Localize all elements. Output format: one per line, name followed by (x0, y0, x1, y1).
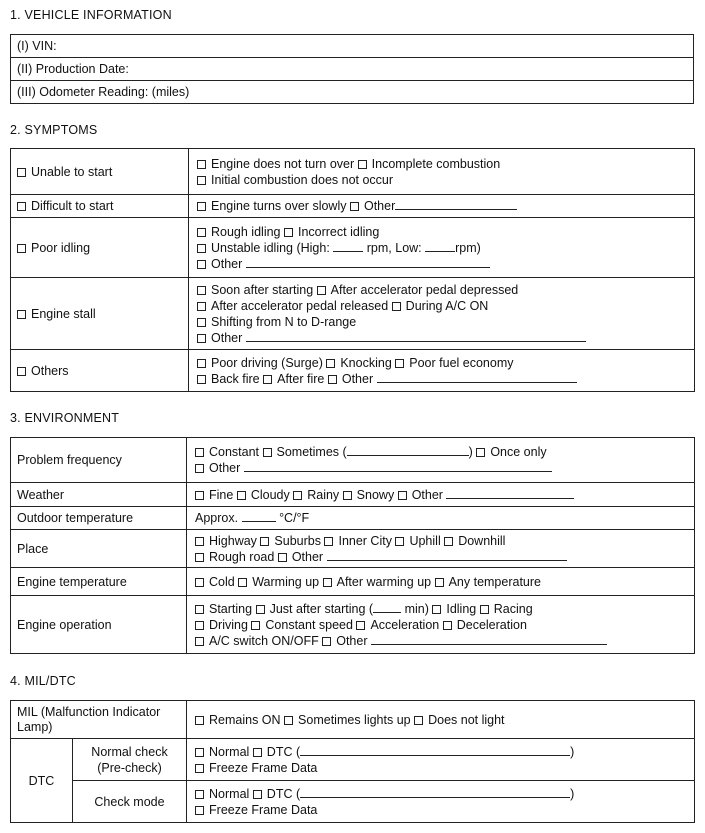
checkbox[interactable] (414, 716, 423, 725)
checkbox[interactable] (197, 375, 206, 384)
place-label: Place (11, 530, 187, 568)
checkbox[interactable] (195, 790, 204, 799)
checkbox[interactable] (237, 491, 246, 500)
checkbox[interactable] (356, 621, 365, 630)
checkbox[interactable] (17, 244, 26, 253)
symptom-unable-to-start[interactable]: Unable to start (11, 149, 189, 195)
engine-temperature-label: Engine temperature (11, 568, 187, 596)
other-blank[interactable] (371, 634, 607, 645)
checkbox[interactable] (358, 160, 367, 169)
checkbox[interactable] (195, 605, 204, 614)
checkbox[interactable] (444, 537, 453, 546)
other-blank[interactable] (246, 257, 490, 268)
checkbox[interactable] (398, 491, 407, 500)
checkbox[interactable] (17, 202, 26, 211)
checkbox[interactable] (284, 716, 293, 725)
checkbox[interactable] (195, 448, 204, 457)
symptom-difficult-to-start[interactable]: Difficult to start (11, 195, 189, 218)
checkbox[interactable] (195, 637, 204, 646)
checkbox[interactable] (195, 764, 204, 773)
checkbox[interactable] (197, 244, 206, 253)
checkbox[interactable] (326, 359, 335, 368)
section-environment-heading: 3. ENVIRONMENT (10, 411, 120, 425)
checkbox[interactable] (197, 286, 206, 295)
mil-label: MIL (Malfunction Indicator Lamp) (11, 701, 187, 739)
section-vehicle-heading: 1. VEHICLE INFORMATION (10, 8, 172, 22)
section-symptoms-heading: 2. SYMPTOMS (10, 123, 98, 137)
checkbox[interactable] (432, 605, 441, 614)
environment-table: Problem frequency Constant Sometimes ( ) Once only Other Weather Fine Cloudy Rainy Snowy Other Outdoor temperature Approx. °C/°F Place Highway Suburbs Inner City Uphill Downhill Rough road Other Engine temperature Cold Warming up After warming up Any temperature Engine operation Starting Just after starting ( min) Idling Racing Driving Constant speed Acceleration Deceleration A/C switch ON/OFF Other (10, 437, 695, 654)
checkbox[interactable] (343, 491, 352, 500)
checkbox[interactable] (195, 716, 204, 725)
checkbox[interactable] (197, 228, 206, 237)
checkbox[interactable] (317, 286, 326, 295)
checkbox[interactable] (256, 605, 265, 614)
section-mil-heading: 4. MIL/DTC (10, 674, 76, 688)
checkbox[interactable] (197, 176, 206, 185)
check-mode-label: Check mode (73, 781, 187, 823)
checkbox[interactable] (251, 621, 260, 630)
normal-check-label: Normal check (Pre-check) (73, 739, 187, 781)
other-blank[interactable] (244, 461, 552, 472)
symptom-engine-stall[interactable]: Engine stall (11, 278, 189, 350)
other-blank[interactable] (246, 331, 586, 342)
checkbox[interactable] (17, 168, 26, 177)
temperature-blank[interactable] (242, 511, 276, 522)
checkbox[interactable] (284, 228, 293, 237)
problem-frequency-label: Problem frequency (11, 438, 187, 483)
checkbox[interactable] (324, 537, 333, 546)
checkbox[interactable] (195, 537, 204, 546)
checkbox[interactable] (238, 578, 247, 587)
checkbox[interactable] (195, 491, 204, 500)
weather-label: Weather (11, 483, 187, 507)
other-blank[interactable] (446, 488, 574, 499)
checkbox[interactable] (197, 202, 206, 211)
checkbox[interactable] (195, 464, 204, 473)
dtc-blank[interactable] (300, 745, 570, 756)
checkbox[interactable] (197, 260, 206, 269)
checkbox[interactable] (293, 491, 302, 500)
checkbox[interactable] (197, 160, 206, 169)
checkbox[interactable] (395, 359, 404, 368)
checkbox[interactable] (350, 202, 359, 211)
checkbox[interactable] (195, 748, 204, 757)
other-blank[interactable] (377, 372, 577, 383)
checkbox[interactable] (263, 375, 272, 384)
symptom-poor-idling[interactable]: Poor idling (11, 218, 189, 278)
checkbox[interactable] (197, 302, 206, 311)
symptom-others[interactable]: Others (11, 350, 189, 392)
checkbox[interactable] (253, 790, 262, 799)
checkbox[interactable] (328, 375, 337, 384)
checkbox[interactable] (195, 578, 204, 587)
other-blank[interactable] (395, 199, 517, 210)
checkbox[interactable] (195, 621, 204, 630)
checkbox[interactable] (260, 537, 269, 546)
checkbox[interactable] (17, 310, 26, 319)
outdoor-temperature-label: Outdoor temperature (11, 507, 187, 530)
dtc-blank[interactable] (300, 787, 570, 798)
vin-field[interactable]: (I) VIN: (11, 35, 694, 58)
symptoms-table: Unable to start Engine does not turn over Incomplete combustion Initial combustion does not occur Difficult to start Engine turns over slowly Other Poor idling Rough idling Incorrect idling Unstable idling (High: rpm, Low: rpm) Other Engine stall Soon after starting After accelerator pedal depressed After accelerator pedal released During A/C ON Shifting from N to D-range Other Others Poor driving (Surge) Knocking Poor fuel economy Back fire After fire Other (10, 148, 695, 392)
checkbox[interactable] (443, 621, 452, 630)
checkbox[interactable] (197, 359, 206, 368)
checkbox[interactable] (17, 367, 26, 376)
checkbox[interactable] (197, 318, 206, 327)
checkbox[interactable] (195, 553, 204, 562)
checkbox[interactable] (253, 748, 262, 757)
production-date-field[interactable]: (II) Production Date: (11, 58, 694, 81)
mil-dtc-table: MIL (Malfunction Indicator Lamp) Remains ON Sometimes lights up Does not light DTC Normal check (Pre-check) Normal DTC ( ) Freeze Frame Data Check mode Normal DTC ( ) Freeze Frame Data (10, 700, 695, 823)
checkbox[interactable] (435, 578, 444, 587)
checkbox[interactable] (263, 448, 272, 457)
odometer-field[interactable]: (III) Odometer Reading: (miles) (11, 81, 694, 104)
engine-operation-label: Engine operation (11, 596, 187, 654)
checkbox[interactable] (480, 605, 489, 614)
checkbox[interactable] (392, 302, 401, 311)
other-blank[interactable] (327, 550, 567, 561)
dtc-label: DTC (11, 739, 73, 823)
checkbox[interactable] (195, 806, 204, 815)
checkbox[interactable] (395, 537, 404, 546)
checkbox[interactable] (197, 334, 206, 343)
checkbox[interactable] (322, 637, 331, 646)
checkbox[interactable] (476, 448, 485, 457)
checkbox[interactable] (278, 553, 287, 562)
checkbox[interactable] (323, 578, 332, 587)
vehicle-info-table (10, 34, 694, 104)
